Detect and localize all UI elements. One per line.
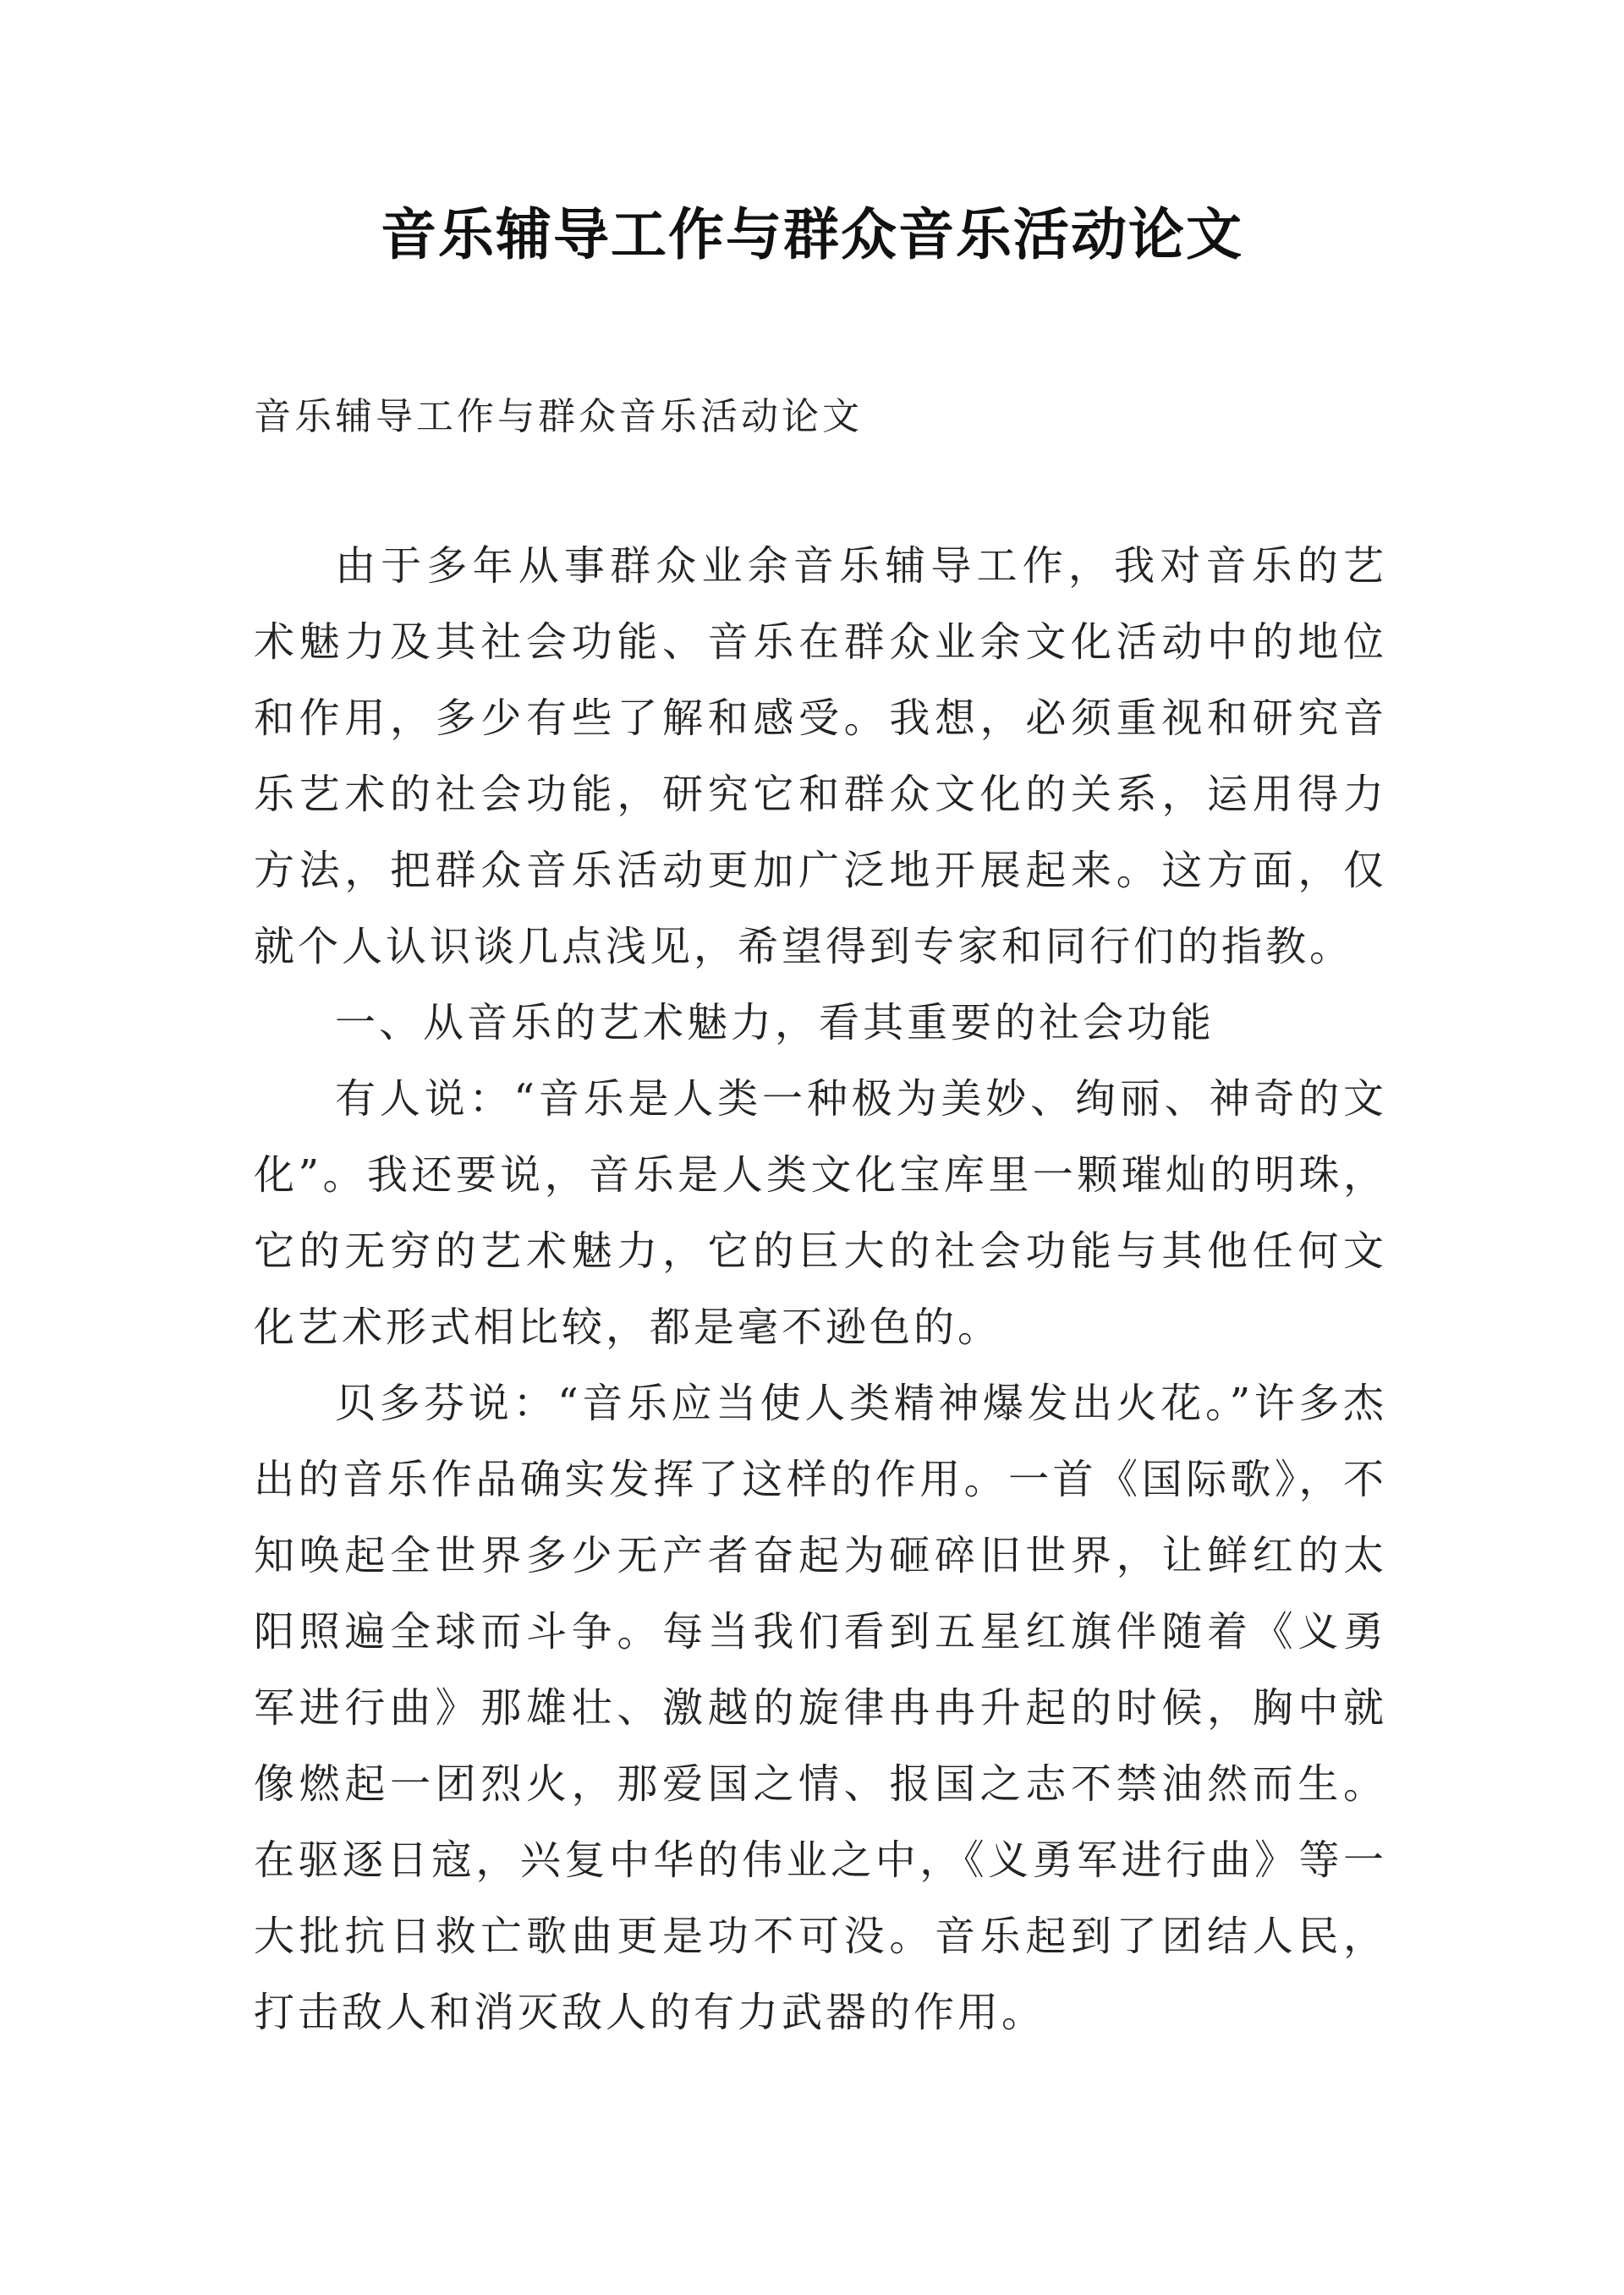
document-title: 音乐辅导工作与群众音乐活动论文: [381, 201, 1243, 267]
paragraph-beethoven: 贝多芬说：“音乐应当使人类精神爆发出火花。”许多杰出的音乐作品确实发挥了这样的作用。一首《国际歌》，不知唤起全世界多少无产者奋起为砸碎旧世界，让鲜红的太阳照遍全球而斗争。每当我们看到五星红旗伴随着《义勇军进行曲》那雄壮、激越的旋律冉冉升起的时候，胸中就像燃起一团烈火，那爱国之情、报国之志不禁油然而生。在驱逐日寇，兴复中华的伟业之中，《义勇军进行曲》等一大批抗日救亡歌曲更是功不可没。音乐起到了团结人民，打击敌人和消灭敌人的有力武器的作用。: [254, 1380, 1387, 2036]
section-heading: 一、从音乐的艺术魅力，看其重要的社会功能: [335, 999, 1215, 1046]
paragraph-quote-culture: 有人说：“音乐是人类一种极为美妙、绚丽、神奇的文化”。我还要说，音乐是人类文化宝库里一颗璀灿的明珠，它的无穷的艺术魅力，它的巨大的社会功能与其他任何文化艺术形式相比较，都是毫不逊色的。: [254, 1075, 1387, 1351]
document-body: [254, 528, 1387, 2051]
document-subtitle: 音乐辅导工作与群众音乐活动论文: [254, 395, 863, 438]
paragraph-intro: 由于多年从事群众业余音乐辅导工作，我对音乐的艺术魅力及其社会功能、音乐在群众业余文化活动中的地位和作用，多少有些了解和感受。我想，必须重视和研究音乐艺术的社会功能，研究它和群众文化的关系，运用得力方法，把群众音乐活动更加广泛地开展起来。这方面，仅就个人认识谈几点浅见，希望得到专家和同行们的指教。: [254, 542, 1387, 970]
